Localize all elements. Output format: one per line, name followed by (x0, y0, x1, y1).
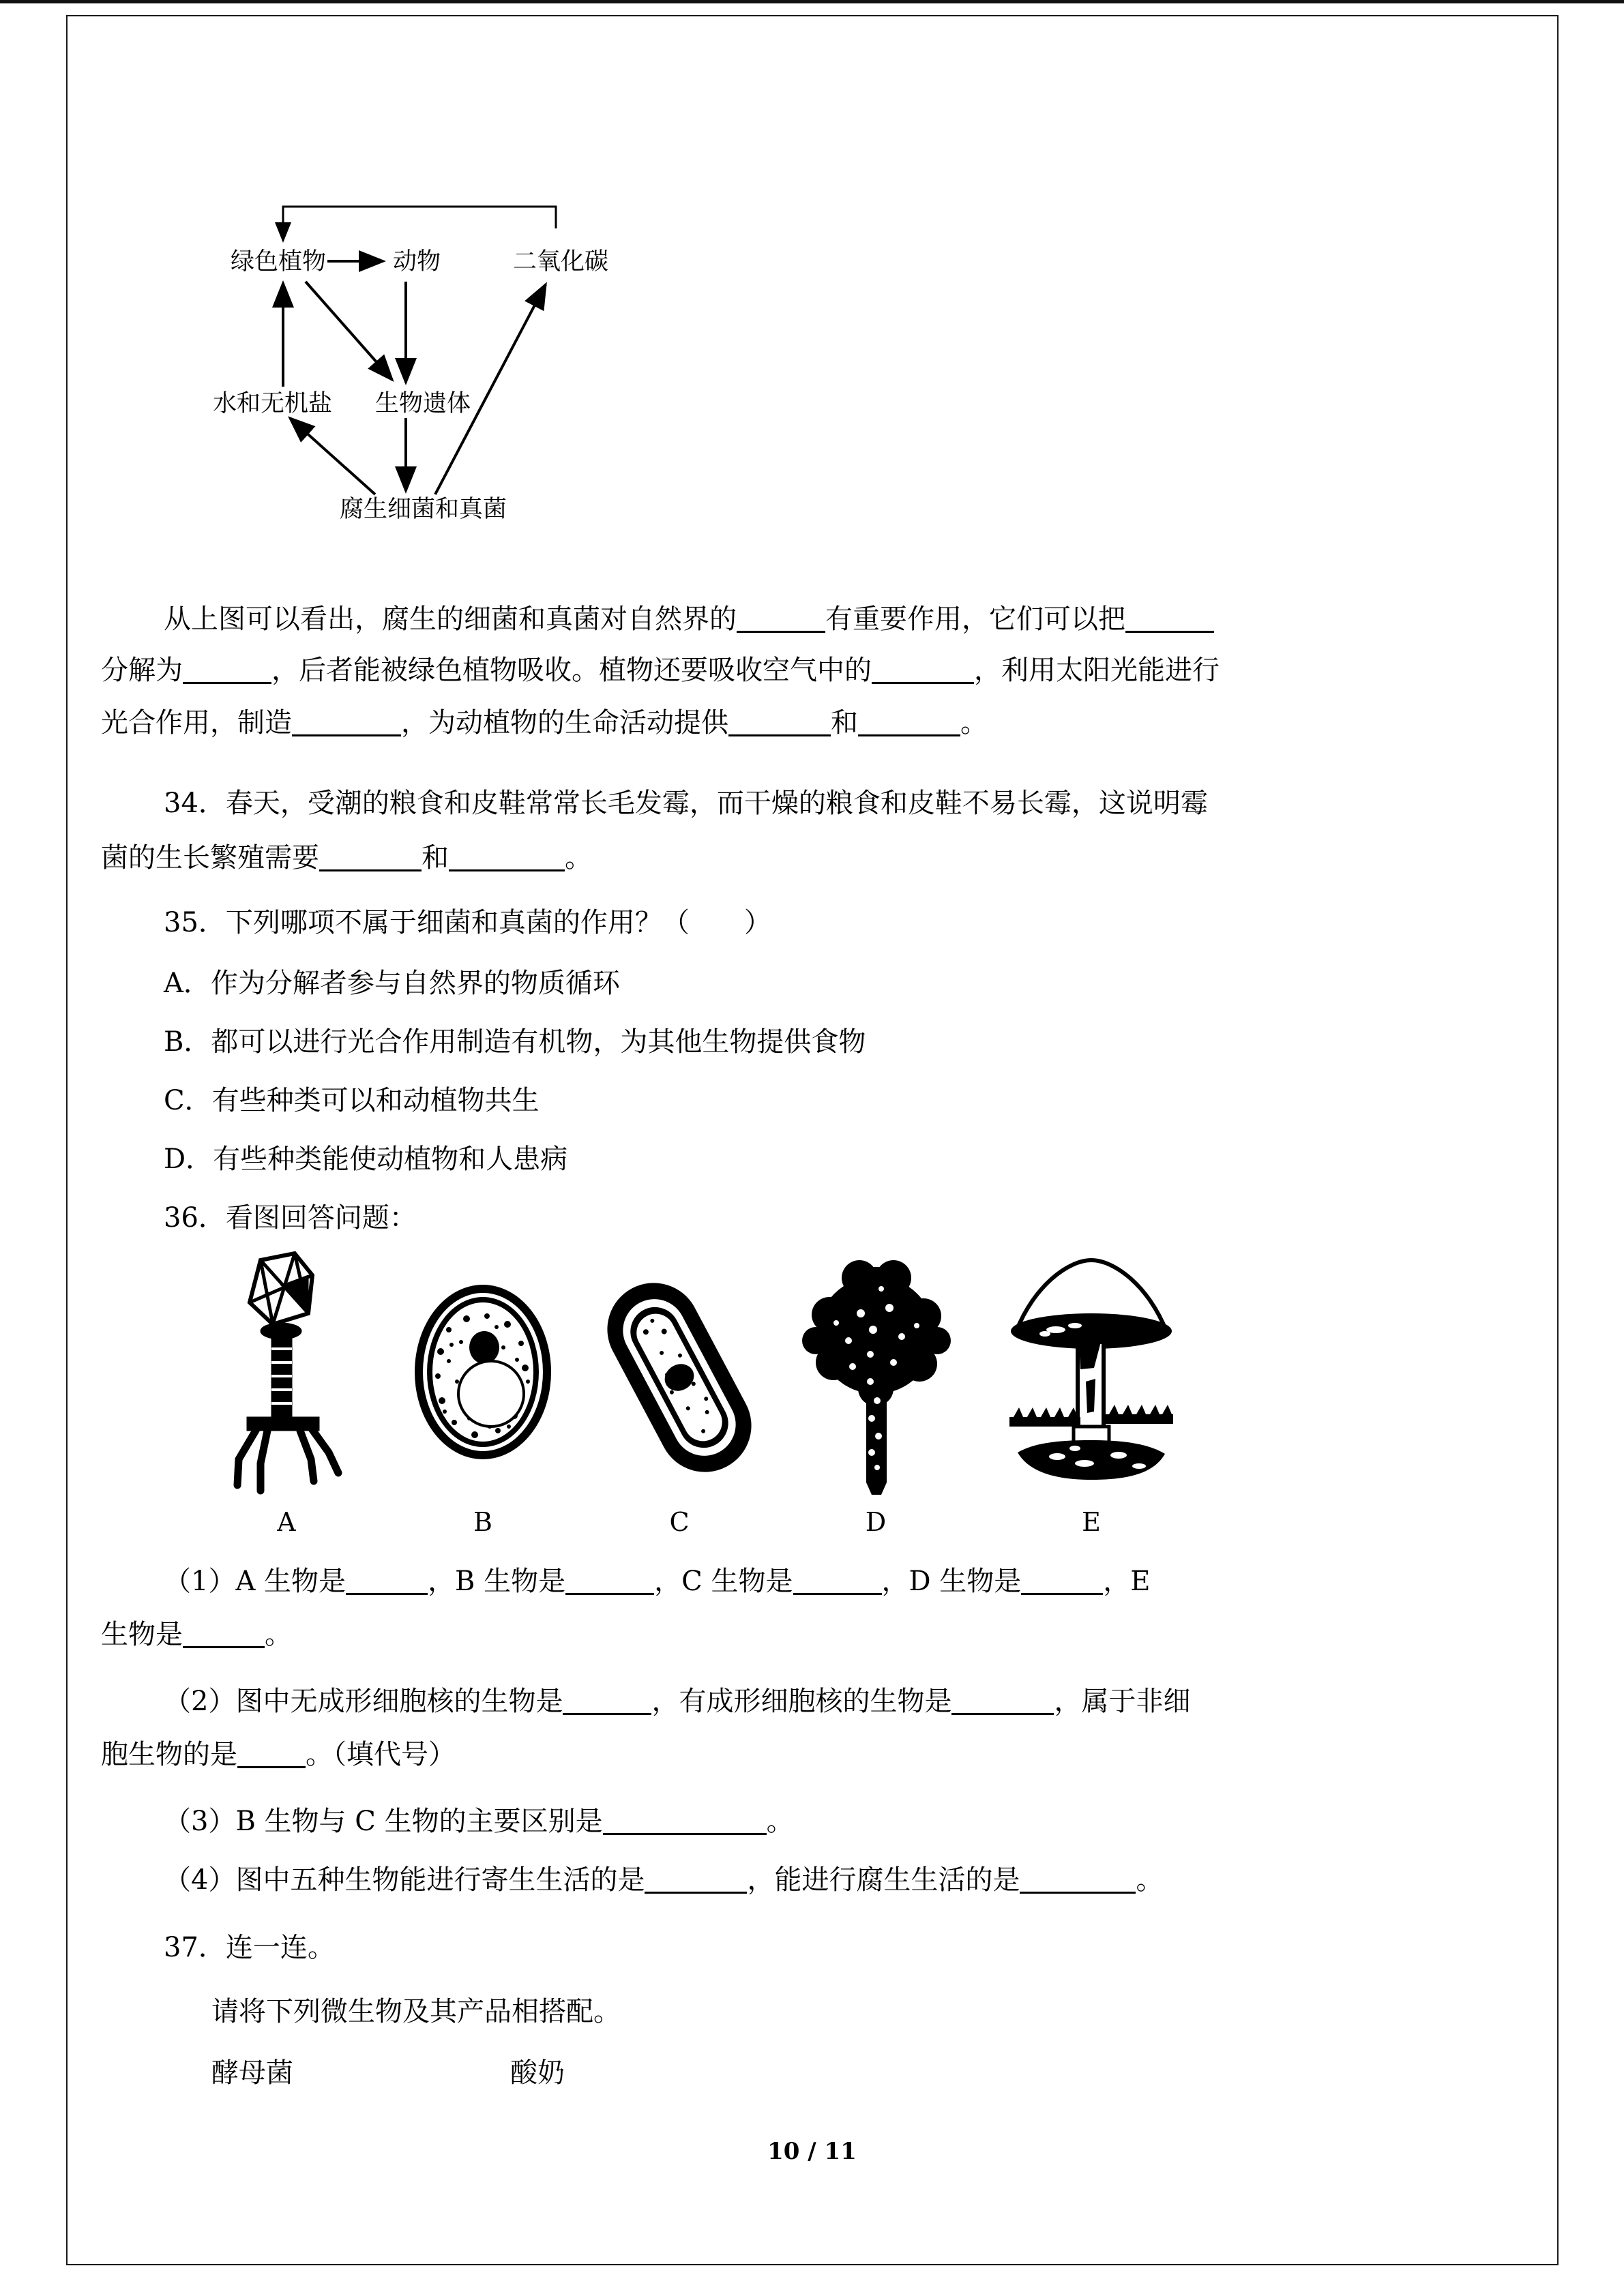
sub2-c: ，属于非细 (1054, 1685, 1191, 1717)
nature-material-cycle-diagram (205, 201, 723, 576)
blank[interactable] (183, 655, 271, 684)
figure-c-letter: C (669, 1507, 690, 1537)
diagram-paragraph-line3-a: 光合作用，制造 (101, 706, 292, 739)
blank[interactable] (793, 1566, 882, 1595)
diagram-paragraph-line2-b: ，后者能被绿色植物吸收。植物还要吸收空气中的 (271, 654, 872, 686)
question-34-line-1 (164, 790, 1208, 817)
question-37-pair-left[interactable] (211, 2059, 293, 2087)
blank[interactable] (951, 1686, 1054, 1715)
mold-fungus-icon (794, 1248, 958, 1514)
sub1-e: ，E (1103, 1565, 1151, 1597)
sub2-a: （2）图中无成形细胞核的生物是 (164, 1685, 563, 1717)
diagram-paragraph-line1-a: 从上图可以看出，腐生的细菌和真菌对自然界的 (164, 603, 737, 635)
blank[interactable] (728, 707, 831, 736)
question-37-pair-right-text: 酸奶 (510, 2057, 565, 2089)
rod-bacterium-icon (597, 1248, 761, 1514)
blank[interactable] (346, 1566, 428, 1595)
diagram-node-saprophytes: 腐生细菌和真菌 (340, 496, 507, 523)
question-34-number: 34． (164, 788, 226, 819)
scan-top-band (0, 0, 1624, 3)
figure-e-letter: E (1082, 1507, 1101, 1537)
blank[interactable] (603, 1806, 767, 1835)
figure-a-bacteriophage (205, 1248, 368, 1537)
question-35-stem (164, 909, 771, 936)
figure-a-letter: A (277, 1507, 296, 1537)
diagram-paragraph-line-3 (101, 706, 988, 739)
bacteriophage-virus-icon (205, 1248, 368, 1514)
option-d-text: 有些种类能使动植物和人患病 (213, 1144, 568, 1175)
option-d-label: D． (164, 1144, 213, 1175)
blank[interactable] (237, 1739, 306, 1768)
blank[interactable] (292, 707, 401, 736)
sub4-a: （4）图中五种生物能进行寄生生活的是 (164, 1864, 645, 1896)
yeast-cell-icon (401, 1248, 565, 1514)
question-36-sub-1-line-2 (101, 1619, 292, 1648)
question-37-stem-text: 连一连。 (225, 1932, 335, 1963)
blank[interactable] (872, 655, 974, 684)
question-36-sub-2-line-1 (164, 1686, 1190, 1715)
diagram-paragraph-line1-b: 有重要作用，它们可以把 (825, 603, 1125, 635)
question-36-sub-3 (164, 1806, 794, 1835)
blank[interactable] (565, 1566, 654, 1595)
sub4-b: ，能进行腐生生活的是 (747, 1864, 1020, 1896)
question-37-stem (164, 1934, 335, 1961)
diagram-paragraph-line-2 (101, 655, 1220, 684)
question-34-line2-a: 菌的生长繁殖需要 (101, 841, 319, 874)
figure-e-mushroom (1009, 1248, 1173, 1537)
option-c-label: C． (164, 1085, 212, 1116)
blank[interactable] (1021, 1566, 1103, 1595)
sub1-g: 。 (265, 1618, 292, 1650)
question-37-instruction-text: 请将下列微生物及其产品相搭配。 (211, 1996, 621, 2027)
option-a-text: 作为分解者参与自然界的物质循环 (210, 968, 620, 999)
question-35-stem-text: 下列哪项不属于细菌和真菌的作用？（ ） (225, 907, 771, 938)
diagram-paragraph-line3-d: 。 (960, 706, 988, 739)
question-34-text: 春天，受潮的粮食和皮鞋常常长毛发霉，而干燥的粮食和皮鞋不易长霉，这说明霉 (225, 788, 1208, 819)
blank[interactable] (737, 603, 825, 633)
question-37-number: 37． (164, 1932, 226, 1963)
sub1-f: 生物是 (101, 1618, 183, 1650)
diagram-paragraph-line-1 (164, 603, 1214, 633)
sub3-a: （3）B 生物与 C 生物的主要区别是 (164, 1805, 603, 1837)
diagram-paragraph-line2-a: 分解为 (101, 654, 183, 686)
question-34-line2-c: 。 (565, 841, 592, 874)
page-footer: 10 / 11 (767, 2138, 857, 2165)
diagram-node-green-plants: 绿色植物 (231, 248, 327, 275)
question-34-line-2 (101, 841, 592, 874)
sub1-c: ，C 生物是 (654, 1565, 793, 1597)
blank[interactable] (1125, 603, 1214, 633)
sub2-b: ，有成形细胞核的生物是 (651, 1685, 952, 1717)
figure-b-yeast-cell (401, 1248, 565, 1537)
blank[interactable] (183, 1619, 265, 1648)
question-36-sub-4 (164, 1864, 1163, 1894)
question-35-option-a[interactable] (164, 970, 620, 997)
sub1-b: ，B 生物是 (428, 1565, 566, 1597)
figure-b-letter: B (473, 1507, 492, 1537)
question-37-instruction (211, 1998, 621, 2025)
blank[interactable] (319, 842, 422, 871)
figure-d-mold (794, 1248, 958, 1537)
blank[interactable] (858, 707, 960, 736)
sub2-d: 胞生物的是 (101, 1738, 237, 1770)
option-c-text: 有些种类可以和动植物共生 (211, 1085, 540, 1116)
diagram-node-biological-remains: 生物遗体 (375, 390, 471, 417)
question-35-option-d[interactable] (164, 1146, 567, 1173)
question-36-sub-1-line-1 (164, 1566, 1151, 1595)
diagram-node-water-and-minerals: 水和无机盐 (213, 390, 333, 417)
question-37-pair-left-text: 酵母菌 (211, 2057, 293, 2089)
question-36-number: 36． (164, 1202, 226, 1234)
figure-d-letter: D (865, 1507, 887, 1537)
diagram-paragraph-line3-b: ，为动植物的生命活动提供 (401, 706, 728, 739)
question-35-option-b[interactable] (164, 1028, 866, 1056)
mushroom-icon (1009, 1248, 1173, 1514)
question-35-option-c[interactable] (164, 1087, 540, 1114)
diagram-node-animals: 动物 (393, 248, 441, 275)
sub1-d: ，D 生物是 (881, 1565, 1022, 1597)
blank[interactable] (1020, 1864, 1136, 1894)
question-34-line2-b: 和 (422, 841, 449, 874)
question-35-number: 35． (164, 907, 226, 938)
option-a-label: A． (164, 968, 211, 999)
question-37-pair-right[interactable] (510, 2059, 565, 2087)
figure-c-rod-bacterium (597, 1248, 761, 1537)
sub4-c: 。 (1136, 1864, 1164, 1896)
blank[interactable] (449, 842, 565, 871)
diagram-paragraph-line2-c: ，利用太阳光能进行 (974, 654, 1220, 686)
blank[interactable] (645, 1864, 747, 1894)
question-36-sub-2-line-2 (101, 1739, 456, 1768)
sub1-a: （1）A 生物是 (164, 1565, 346, 1597)
blank[interactable] (563, 1686, 651, 1715)
organism-figure-strip (205, 1248, 1180, 1548)
option-b-label: B． (164, 1026, 211, 1058)
question-36-stem-text: 看图回答问题： (225, 1202, 417, 1234)
diagram-paragraph-line3-c: 和 (831, 706, 858, 739)
question-36-stem (164, 1204, 417, 1232)
diagram-node-carbon-dioxide: 二氧化碳 (513, 248, 609, 275)
sub3-b: 。 (766, 1805, 794, 1837)
sub2-e: 。（填代号） (306, 1738, 456, 1770)
option-b-text: 都可以进行光合作用制造有机物，为其他生物提供食物 (211, 1026, 866, 1058)
